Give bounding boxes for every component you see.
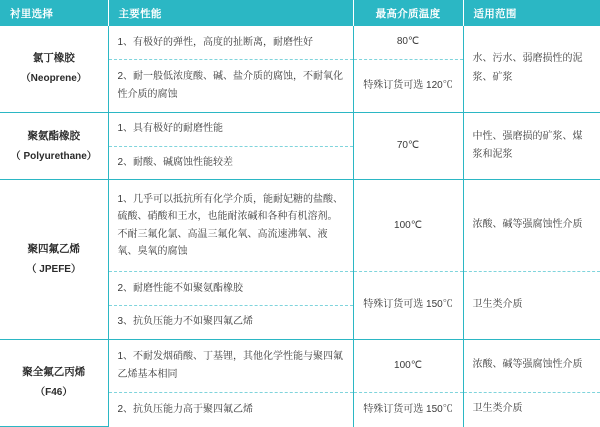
material-name-cell xyxy=(0,26,108,112)
material-name: 聚四氟乙烯 xyxy=(27,242,80,255)
temperature-cell: 100℃ xyxy=(353,180,463,272)
table-body xyxy=(0,26,600,427)
table-header-row xyxy=(0,0,600,26)
column-header-lining-selection: 衬里选择 xyxy=(0,0,108,26)
column-header-main-performance: 主要性能 xyxy=(108,0,353,26)
material-name-cell xyxy=(0,339,108,426)
table-row xyxy=(0,112,600,146)
material-name: 聚全氟乙丙烯 xyxy=(22,366,86,379)
performance-cell: 2、抗负压能力高于聚四氟乙烯 xyxy=(108,392,353,426)
temperature-cell: 70℃ xyxy=(353,112,463,179)
temperature-cell: 100℃ xyxy=(353,339,463,392)
performance-cell: 2、耐一般低浓度酸、碱、盐介质的腐蚀，不耐氧化性介质的腐蚀 xyxy=(108,59,353,112)
material-name-sub: （ Polyurethane） xyxy=(10,150,97,162)
performance-cell: 1、有极好的弹性，高度的扯断离，耐磨性好 xyxy=(108,26,353,59)
performance-cell: 1、具有极好的耐磨性能 xyxy=(108,112,353,146)
scope-cell: 浓酸、碱等强腐蚀性介质 xyxy=(463,339,600,392)
performance-cell: 1、不耐发烟硝酸、丁基锂，其他化学性能与聚四氟乙烯基本相同 xyxy=(108,339,353,392)
performance-cell: 2、耐酸、碱腐蚀性能较差 xyxy=(108,146,353,180)
performance-cell: 1、几乎可以抵抗所有化学介质，能耐妃糖的盐酸、硫酸、硝酸和王水，也能耐浓碱和各种有机溶剂。不耐三氟化氯、高温三氟化氧、高流速沸氧、液氧、臭氧的腐蚀 xyxy=(108,180,353,272)
material-name: 氯丁橡胶 xyxy=(32,52,75,65)
temperature-cell: 特殊订货可选 120℃ xyxy=(353,59,463,112)
material-name-sub: （ JPEFE） xyxy=(26,263,81,275)
column-header-max-temperature: 最高介质温度 xyxy=(353,0,463,26)
scope-cell: 水、污水、弱磨损性的泥浆、矿浆 xyxy=(463,26,600,112)
scope-cell: 卫生类介质 xyxy=(463,272,600,339)
scope-cell: 浓酸、碱等强腐蚀性介质 xyxy=(463,180,600,272)
temperature-cell: 80℃ xyxy=(353,26,463,59)
material-name-cell xyxy=(0,180,108,339)
temperature-cell: 特殊订货可选 150℃ xyxy=(353,392,463,426)
table-row xyxy=(0,26,600,59)
material-name-sub: （F46） xyxy=(35,387,73,399)
material-name: 聚氨酯橡胶 xyxy=(27,129,80,142)
performance-cell: 2、耐磨性能不如聚氨酯橡胶 xyxy=(108,272,353,306)
table-header xyxy=(0,0,600,26)
temperature-cell: 特殊订货可选 150℃ xyxy=(353,272,463,339)
material-name-cell xyxy=(0,112,108,179)
scope-cell: 卫生类介质 xyxy=(472,403,523,415)
performance-cell: 3、抗负压能力不如聚四氟乙烯 xyxy=(108,305,353,339)
table-row xyxy=(0,339,600,392)
scope-cell: 中性、强磨损的矿浆、煤浆和泥浆 xyxy=(463,112,600,179)
table-row xyxy=(0,180,600,272)
column-header-application-scope: 适用范围 xyxy=(463,0,600,26)
material-name-sub: （Neoprene） xyxy=(20,73,87,85)
